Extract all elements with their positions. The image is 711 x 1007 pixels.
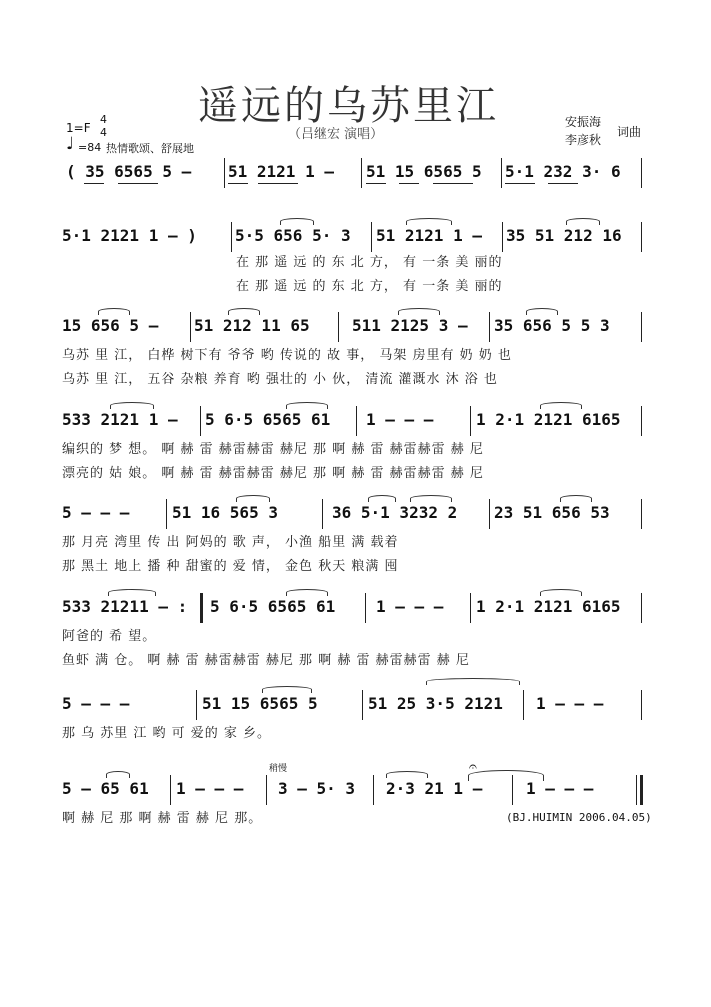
- measure: 5·1 232 3· 6: [505, 162, 621, 181]
- beam-underline: [366, 183, 386, 184]
- slur: [262, 686, 312, 693]
- slur: [566, 218, 600, 225]
- composer-name: 李彦秋: [565, 133, 602, 147]
- lyric-line-2: 漂亮的 姑 娘。 啊 赫 雷 赫雷赫雷 赫尼 那 啊 赫 雷 赫雷赫雷 赫 尼: [62, 466, 484, 481]
- tempo-value: =84: [78, 141, 102, 154]
- slur: [410, 495, 452, 502]
- beam-underline: [433, 183, 473, 184]
- barline: [641, 690, 642, 720]
- barline: [373, 775, 374, 805]
- lyric-line-1: 那 月亮 湾里 传 出 阿妈的 歌 声， 小渔 船里 满 载着: [62, 535, 399, 550]
- slur: [368, 495, 396, 502]
- measure: ( 35 6565 5 –: [66, 162, 192, 181]
- beam-underline: [258, 183, 298, 184]
- barline: [371, 222, 372, 252]
- measure: 533 2121 1 –: [62, 410, 178, 429]
- barline: [502, 222, 503, 252]
- slur: [406, 218, 452, 225]
- barline: [641, 499, 642, 529]
- barline: [636, 775, 637, 805]
- barline: [489, 312, 490, 342]
- lyricist-name: 安振海: [565, 115, 602, 129]
- time-signature-top: 4: [100, 113, 107, 126]
- measure: 5·5 656 5· 3: [235, 226, 351, 245]
- slur: [540, 589, 582, 596]
- barline: [356, 406, 357, 436]
- slur: [228, 308, 260, 315]
- measure: 5 – – –: [62, 503, 130, 522]
- beam-underline: [228, 183, 248, 184]
- singer-credit: （吕继宏 演唱）: [288, 127, 384, 142]
- slur: [540, 402, 582, 409]
- lyric-line-2: 鱼虾 满 仓。 啊 赫 雷 赫雷赫雷 赫尼 那 啊 赫 雷 赫雷赫雷 赫 尼: [62, 653, 470, 668]
- measure: 51 2121 1 –: [228, 162, 334, 181]
- barline: [489, 499, 490, 529]
- lyric-line-1: 阿爸的 希 望。: [62, 629, 157, 644]
- lyric-line-2: 在 那 遥 远 的 东 北 方， 有 一条 美 丽的: [236, 279, 503, 294]
- barline: [196, 690, 197, 720]
- barline: [266, 775, 267, 805]
- final-barline: [640, 775, 643, 805]
- measure: 1 – – –: [366, 410, 434, 429]
- measure: 35 656 5 5 3: [494, 316, 610, 335]
- barline: [231, 222, 232, 252]
- tempo-change-marking: 稍慢: [269, 764, 288, 774]
- measure: 51 16 565 3: [172, 503, 278, 522]
- slur: [286, 589, 328, 596]
- expression-marking: 热情歌颂、舒展地: [106, 142, 194, 155]
- tempo-marking: [78, 141, 101, 154]
- key-signature: 1=F: [66, 121, 91, 135]
- measure: 1 – – –: [536, 694, 604, 713]
- measure: 15 656 5 –: [62, 316, 159, 335]
- barline: [322, 499, 323, 529]
- measure: 51 212 11 65: [194, 316, 310, 335]
- transcriber-credit: (BJ.HUIMIN 2006.04.05): [506, 811, 652, 824]
- measure: 51 15 6565 5: [366, 162, 482, 181]
- slur: [108, 589, 156, 596]
- barline: [365, 593, 366, 623]
- fermata-icon: 𝄐: [469, 759, 477, 775]
- lyric-line-2: 那 黑土 地上 播 种 甜蜜的 爱 情， 金色 秋天 粮满 囤: [62, 559, 399, 574]
- slur: [286, 402, 328, 409]
- credit-role: 词曲: [617, 125, 642, 139]
- measure: 23 51 656 53: [494, 503, 610, 522]
- barline: [641, 222, 642, 252]
- measure: 1 – – –: [526, 779, 594, 798]
- barline: [641, 158, 642, 188]
- barline: [641, 593, 642, 623]
- barline: [470, 406, 471, 436]
- measure: 5·1 2121 1 – ): [62, 226, 197, 245]
- barline: [338, 312, 339, 342]
- measure: 5 – 65 61: [62, 779, 149, 798]
- lyric-line-1: 乌苏 里 江， 白桦 树下有 爷爷 哟 传说的 故 事， 马架 房里有 奶 奶 也: [62, 348, 512, 363]
- slur: [106, 771, 130, 778]
- lyric-line-1: 那 乌 苏里 江 哟 可 爱的 家 乡。: [62, 726, 272, 741]
- slur: [280, 218, 314, 225]
- slur: [526, 308, 558, 315]
- slur: [386, 771, 428, 778]
- lyric-line-1: 啊 赫 尼 那 啊 赫 雷 赫 尼 那。: [62, 811, 263, 826]
- measure: 533 21211 – :: [62, 597, 188, 616]
- measure: 2·3 21 1 –: [386, 779, 483, 798]
- measure: 35 51 212 16: [506, 226, 622, 245]
- quarter-note-icon: ♩: [66, 134, 75, 154]
- barline: [523, 690, 524, 720]
- measure: 5 6·5 6565 61: [210, 597, 336, 616]
- tie: [468, 770, 544, 781]
- measure: 1 2·1 2121 6165: [476, 597, 621, 616]
- measure: 51 15 6565 5: [202, 694, 318, 713]
- measure: 1 2·1 2121 6165: [476, 410, 621, 429]
- repeat-barline: [200, 593, 203, 623]
- measure: 51 2121 1 –: [376, 226, 482, 245]
- barline: [641, 406, 642, 436]
- beam-underline: [548, 183, 578, 184]
- beam-underline: [84, 183, 104, 184]
- measure: 51 25 3·5 2121: [368, 694, 503, 713]
- barline: [200, 406, 201, 436]
- barline: [361, 158, 362, 188]
- barline: [224, 158, 225, 188]
- beam-underline: [399, 183, 419, 184]
- slur: [398, 308, 440, 315]
- slur: [426, 678, 520, 685]
- barline: [170, 775, 171, 805]
- barline: [190, 312, 191, 342]
- slur: [98, 308, 130, 315]
- measure: 3 – 5· 3: [278, 779, 356, 798]
- measure: 36 5·1 3232 2: [332, 503, 458, 522]
- time-signature-bottom: 4: [100, 126, 107, 139]
- beam-underline: [118, 183, 158, 184]
- barline: [470, 593, 471, 623]
- barline: [362, 690, 363, 720]
- measure: 1 – – –: [176, 779, 244, 798]
- lyric-line-1: 编织的 梦 想。 啊 赫 雷 赫雷赫雷 赫尼 那 啊 赫 雷 赫雷赫雷 赫 尼: [62, 442, 484, 457]
- barline: [166, 499, 167, 529]
- slur: [236, 495, 270, 502]
- measure: 5 6·5 6565 61: [205, 410, 331, 429]
- song-title: 遥远的乌苏里江: [198, 83, 499, 129]
- measure: 5 – – –: [62, 694, 130, 713]
- measure: 1 – – –: [376, 597, 444, 616]
- lyric-line-1: 在 那 遥 远 的 东 北 方， 有 一条 美 丽的: [236, 255, 503, 270]
- slur: [560, 495, 592, 502]
- lyric-line-2: 乌苏 里 江， 五谷 杂粮 养育 哟 强壮的 小 伙， 清流 灌溉水 沐 浴 也: [62, 372, 498, 387]
- barline: [641, 312, 642, 342]
- measure: 511 2125 3 –: [352, 316, 468, 335]
- beam-underline: [505, 183, 535, 184]
- barline: [501, 158, 502, 188]
- slur: [110, 402, 154, 409]
